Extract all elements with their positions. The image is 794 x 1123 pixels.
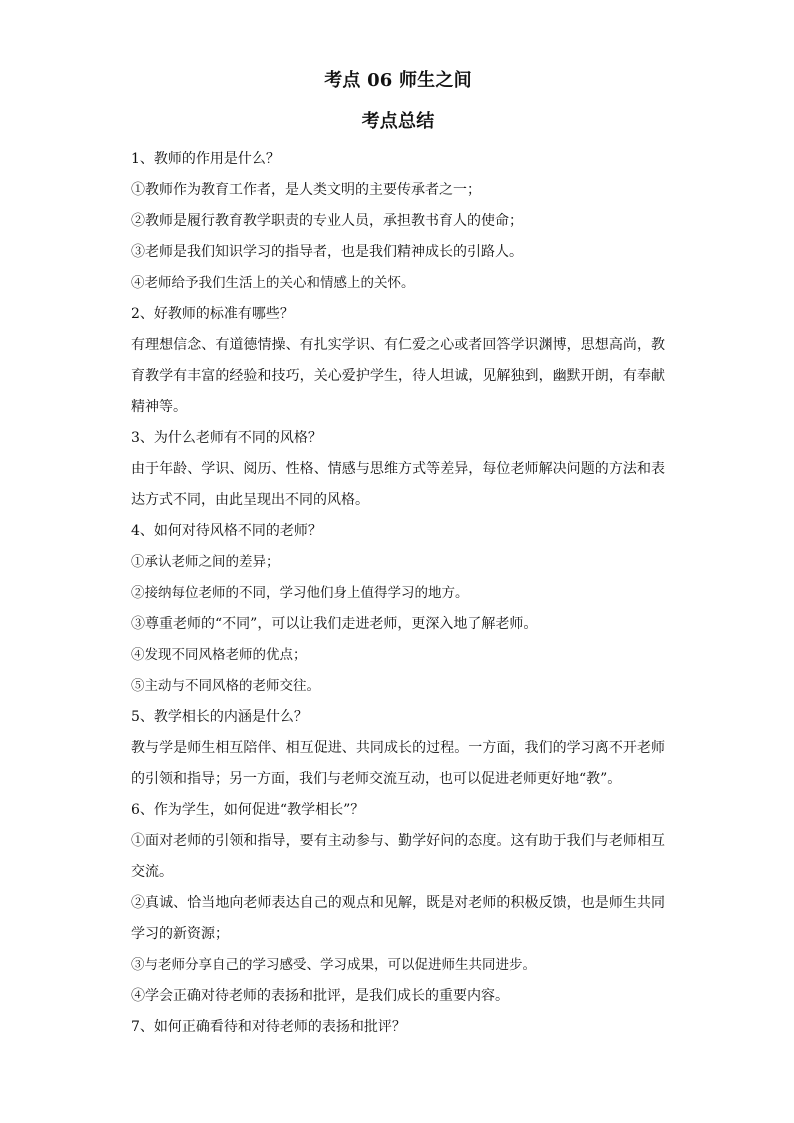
answer-4-point-3: ③尊重老师的“不同”，可以让我们走进老师，更深入地了解老师。 <box>131 616 538 632</box>
answer-5: 教与学是师生相互陪伴、相互促进、共同成长的过程。一方面，我们的学习离不开老师的引领和指导；另一方面，我们与老师交流互动，也可以促进老师更好地“教”。 <box>131 740 665 787</box>
answer-1-point-1: ①教师作为教育工作者，是人类文明的主要传承者之一； <box>131 182 481 198</box>
question-7: 7、如何正确看待和对待老师的表扬和批评？ <box>131 1019 406 1035</box>
answer-6-point-3: ③与老师分享自己的学习感受、学习成果，可以促进师生共同进步。 <box>131 957 536 973</box>
page-title: 考点 06 师生之间 <box>324 70 472 91</box>
question-3: 3、为什么老师有不同的风格？ <box>131 430 322 446</box>
question-2: 2、好教师的标准有哪些？ <box>131 306 294 322</box>
answer-4-point-1: ①承认老师之间的差异； <box>131 554 280 570</box>
document-content <box>131 144 665 1043</box>
answer-1-point-3: ③老师是我们知识学习的指导者，也是我们精神成长的引路人。 <box>131 244 523 260</box>
answer-1-point-4: ④老师给予我们生活上的关心和情感上的关怀。 <box>131 275 415 291</box>
answer-1-point-2: ②教师是履行教育教学职责的专业人员，承担教书育人的使命； <box>131 213 523 229</box>
answer-6-point-4: ④学会正确对待老师的表扬和批评，是我们成长的重要内容。 <box>131 988 509 1004</box>
answer-6-point-1: ①面对老师的引领和指导，要有主动参与、勤学好问的态度。这有助于我们与老师相互交流。 <box>131 833 665 880</box>
question-5: 5、教学相长的内涵是什么？ <box>131 709 308 725</box>
answer-3: 由于年龄、学识、阅历、性格、情感与思维方式等差异，每位老师解决问题的方法和表达方式不同，由此呈现出不同的风格。 <box>131 461 665 508</box>
section-title: 考点总结 <box>361 111 435 132</box>
question-1: 1、教师的作用是什么？ <box>131 151 280 167</box>
answer-4-point-5: ⑤主动与不同风格的老师交往。 <box>131 678 320 694</box>
answer-2: 有理想信念、有道德情操、有扎实学识、有仁爱之心或者回答学识渊博，思想高尚，教育教学有丰富的经验和技巧，关心爱护学生，待人坦诚，见解独到，幽默开朗，有奉献精神等。 <box>131 337 665 415</box>
question-6: 6、作为学生，如何促进“教学相长”？ <box>131 802 365 818</box>
answer-4-point-4: ④发现不同风格老师的优点； <box>131 647 307 663</box>
question-4: 4、如何对待风格不同的老师？ <box>131 523 322 539</box>
answer-4-point-2: ②接纳每位老师的不同，学习他们身上值得学习的地方。 <box>131 585 469 601</box>
answer-6-point-2: ②真诚、恰当地向老师表达自己的观点和见解，既是对老师的积极反馈，也是师生共同学习的新资源； <box>131 895 665 942</box>
